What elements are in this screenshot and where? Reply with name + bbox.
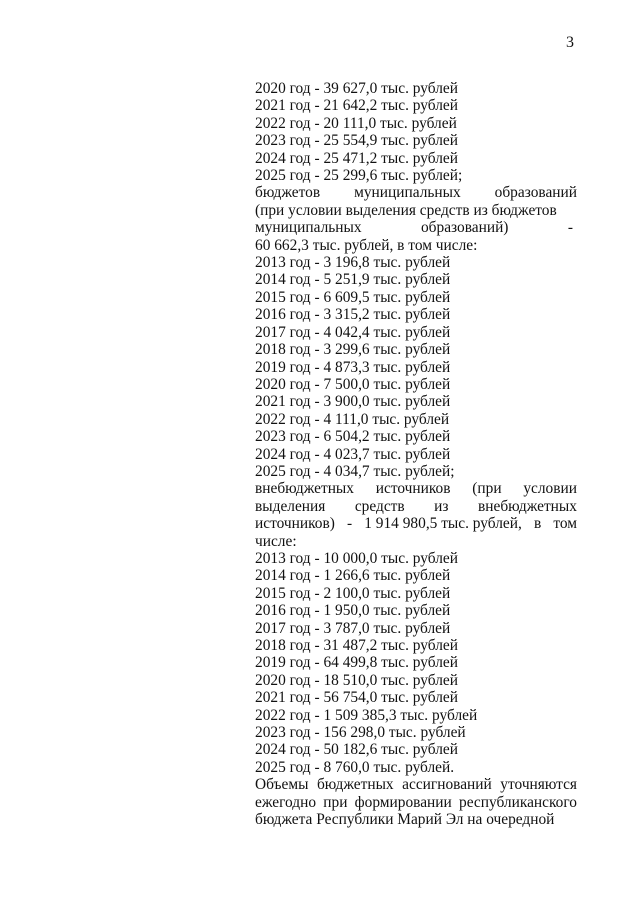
extrabudgetary-including: числе: [255,532,297,550]
word: - [347,515,353,533]
year-line: 2021 год - 3 900,0 тыс. рублей [255,393,451,411]
year-line: 2013 год - 10 000,0 тыс. рублей [255,549,458,567]
republic-budget-years [255,80,577,184]
municipal-budgets-section [255,184,577,480]
word: том [553,515,577,533]
municipal-condition-continued [255,219,577,236]
year-line: 2020 год - 39 627,0 тыс. рублей [255,80,458,97]
year-line: 2021 год - 21 642,2 тыс. рублей [255,97,458,115]
year-line: 2016 год - 1 950,0 тыс. рублей [255,602,451,620]
word: муниципальных [354,184,461,202]
word: средств [354,497,405,515]
year-line: 2020 год - 18 510,0 тыс. рублей [255,671,458,689]
year-line: 2016 год - 3 315,2 тыс. рублей [255,306,451,324]
year-line: 2023 год - 156 298,0 тыс. рублей [255,724,466,742]
word: выделения [255,497,326,515]
word: (при [472,480,502,498]
word: образований) [420,219,509,237]
word: в [533,515,542,533]
year-line: 2022 год - 4 111,0 тыс. рублей [255,410,450,428]
year-line: 2024 год - 50 182,6 тыс. рублей [255,741,458,759]
year-line: 2017 год - 3 787,0 тыс. рублей [255,619,451,637]
word: муниципальных [255,219,362,237]
word: источников [375,480,451,498]
year-line: 2018 год - 31 487,2 тыс. рублей [255,637,458,654]
municipal-total: 60 662,3 тыс. рублей, в том числе: [255,236,478,254]
word: 1 914 980,5 тыс. рублей, [364,515,522,533]
year-line: 2018 год - 3 299,6 тыс. рублей [255,341,451,359]
word: внебюджетных [477,497,577,515]
year-line: 2020 год - 7 500,0 тыс. рублей [255,375,451,393]
page-number: 3 [566,34,574,51]
year-line: 2022 год - 1 509 385,3 тыс. рублей [255,706,478,724]
year-line: 2022 год - 20 111,0 тыс. рублей [255,114,457,132]
word: из [434,497,449,515]
municipal-heading [255,184,577,201]
word: - [567,219,573,237]
document-body [255,80,577,828]
extrabudgetary-heading [255,480,577,497]
extrabudgetary-total [255,515,577,532]
year-line: 2013 год - 3 196,8 тыс. рублей [255,254,451,272]
year-line: 2023 год - 6 504,2 тыс. рублей [255,428,451,446]
word: внебюджетных [255,480,354,498]
year-line: 2019 год - 64 499,8 тыс. рублей [255,654,458,672]
year-line: 2019 год - 4 873,3 тыс. рублей [255,358,451,376]
year-line: 2023 год - 25 554,9 тыс. рублей [255,132,458,150]
year-line: 2024 год - 25 471,2 тыс. рублей [255,149,458,167]
word: источников) [255,515,335,533]
year-line: 2025 год - 25 299,6 тыс. рублей; [255,167,463,185]
year-line: 2024 год - 4 023,7 тыс. рублей [255,445,451,463]
word: образований [494,184,577,202]
word: бюджетов [255,184,321,202]
extrabudgetary-condition [255,498,577,515]
word: условии [523,480,577,498]
year-line: 2025 год - 8 760,0 тыс. рублей. [255,758,455,776]
year-line: 2017 год - 4 042,4 тыс. рублей [255,323,451,341]
year-line: 2014 год - 1 266,6 тыс. рублей [255,567,451,585]
year-line: 2014 год - 5 251,9 тыс. рублей [255,271,451,289]
extrabudgetary-section [255,480,577,776]
closing-paragraph: Объемы бюджетных ассигнований уточняются ежегодно при формировании республиканского бюджета Республики Марий Эл на очередной [255,776,577,829]
year-line: 2021 год - 56 754,0 тыс. рублей [255,689,458,707]
year-line: 2025 год - 4 034,7 тыс. рублей; [255,462,455,480]
municipal-condition: (при условии выделения средств из бюджетов [255,201,557,219]
year-line: 2015 год - 2 100,0 тыс. рублей [255,584,451,602]
year-line: 2015 год - 6 609,5 тыс. рублей [255,288,451,306]
